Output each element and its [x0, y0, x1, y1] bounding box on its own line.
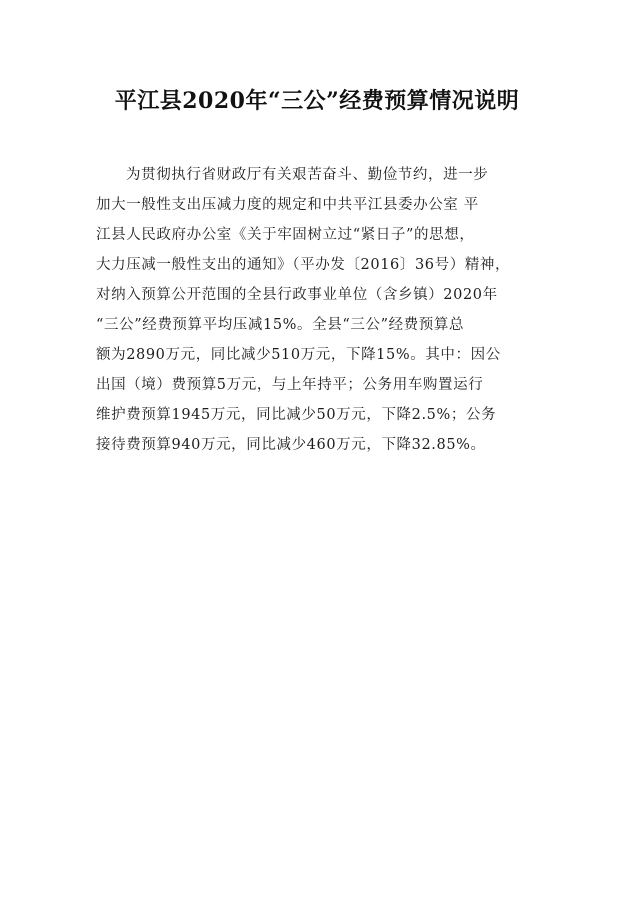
document-body: [96, 160, 546, 460]
paragraph-line: 大力压减一般性支出的通知》（平办发〔2016〕36号）精神，: [96, 257, 511, 273]
paragraph-line: 维护费预算1945万元，同比减少50万元，下降2.5%；公务: [96, 407, 497, 423]
paragraph-line: “三公”经费预算平均压减15%。全县“三公”经费预算总: [96, 317, 465, 333]
paragraph-line: 额为2890万元，同比减少510万元，下降15%。其中：因公: [96, 347, 501, 363]
paragraph-line: 接待费预算940万元，同比减少460万元，下降32.85%。: [96, 437, 486, 453]
paragraph-line: 加大一般性支出压减力度的规定和中共平江县委办公室 平: [96, 197, 479, 213]
paragraph-line: 为贯彻执行省财政厅有关艰苦奋斗、勤俭节约，进一步: [126, 167, 489, 183]
paragraph-line: 出国（境）费预算5万元，与上年持平；公务用车购置运行: [96, 377, 484, 393]
paragraph-line: 对纳入预算公开范围的全县行政事业单位（含乡镇）2020年: [96, 287, 498, 303]
document-title: 平江县2020年“三公”经费预算情况说明: [114, 88, 520, 114]
paragraph-line: 江县人民政府办公室《关于牢固树立过“紧日子”的思想，: [96, 227, 475, 243]
